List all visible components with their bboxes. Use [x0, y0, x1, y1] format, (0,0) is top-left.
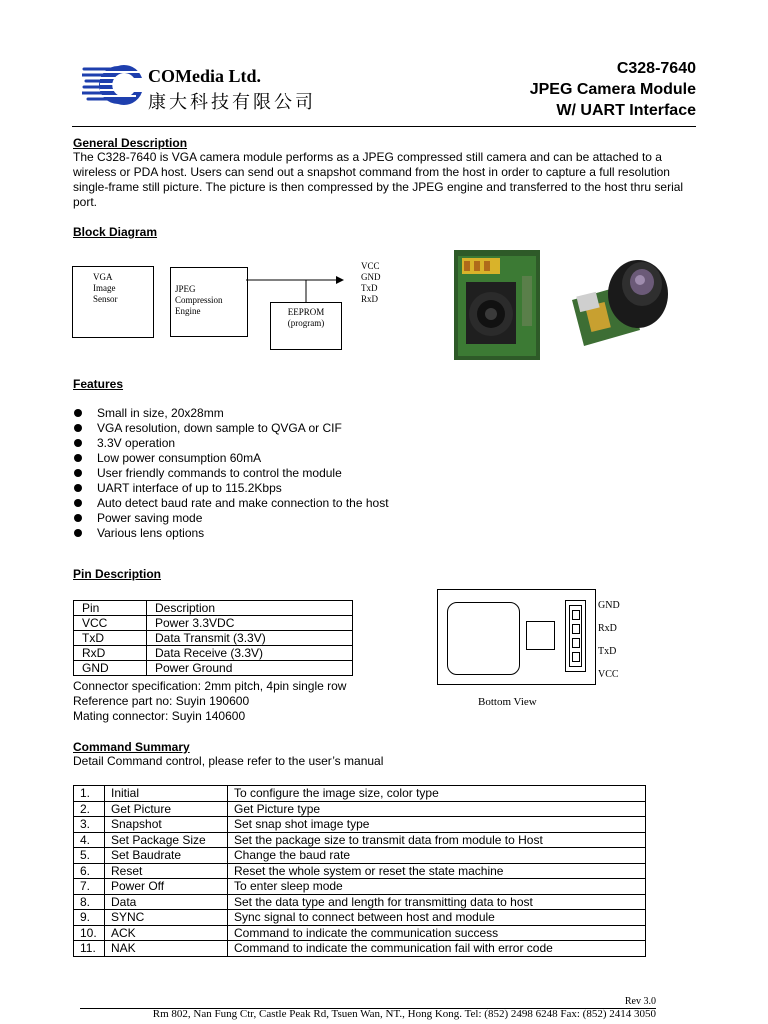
- pin-name: GND: [74, 661, 147, 676]
- company-name: COMedia Ltd.: [148, 66, 262, 86]
- command-table: [73, 785, 646, 957]
- company-chinese-name: 康大科技有限公司: [148, 92, 316, 112]
- command-description: To configure the image size, color type: [228, 786, 646, 802]
- command-row: [74, 817, 646, 833]
- command-description: Command to indicate the communication fail with error code: [228, 941, 646, 957]
- jpeg-engine-block: [170, 267, 248, 337]
- command-row: [74, 879, 646, 895]
- command-row: [74, 801, 646, 817]
- pin-name: TxD: [74, 631, 147, 646]
- command-description: Command to indicate the communication success: [228, 925, 646, 941]
- footer-address: Rm 802, Nan Fung Ctr, Castle Peak Rd, Tsuen Wan, NT., Hong Kong. Tel: (852) 2498 6248 Fax: (852) 2414 3050: [152, 1008, 656, 1020]
- command-number: 8.: [74, 894, 105, 910]
- feature-text: Auto detect baud rate and make connection to the host: [97, 496, 389, 510]
- bv-pin-vcc: VCC: [598, 669, 619, 680]
- pin-description: Power 3.3VDC: [147, 616, 353, 631]
- pin-column-header: Pin: [74, 601, 147, 616]
- pin-name: RxD: [74, 646, 147, 661]
- header-divider: [72, 126, 696, 127]
- sensor-line-2: Image: [93, 283, 116, 293]
- bullet-icon: [74, 409, 82, 417]
- command-description: Get Picture type: [228, 801, 646, 817]
- pin-row: [74, 616, 353, 631]
- bottom-view-caption: Bottom View: [478, 696, 537, 708]
- general-description-heading: General Description: [73, 136, 188, 150]
- command-number: 11.: [74, 941, 105, 957]
- command-row: [74, 910, 646, 926]
- feature-text: Low power consumption 60mA: [97, 451, 262, 465]
- signal-txd: TxD: [361, 283, 378, 293]
- command-number: 2.: [74, 801, 105, 817]
- command-number: 7.: [74, 879, 105, 895]
- jpeg-line-3: Engine: [175, 306, 201, 316]
- command-row: [74, 925, 646, 941]
- eeprom-line-1: EEPROM: [287, 307, 325, 317]
- command-row: [74, 786, 646, 802]
- pin-row: [74, 661, 353, 676]
- feature-text: Small in size, 20x28mm: [97, 406, 224, 420]
- command-number: 1.: [74, 786, 105, 802]
- pin-description: Data Receive (3.3V): [147, 646, 353, 661]
- features-heading: Features: [73, 377, 124, 391]
- sensor-line-1: VGA: [93, 272, 113, 282]
- feature-item: [73, 526, 389, 541]
- pin-description: Power Ground: [147, 661, 353, 676]
- command-description: Reset the whole system or reset the state machine: [228, 863, 646, 879]
- bullet-icon: [74, 439, 82, 447]
- command-description: To enter sleep mode: [228, 879, 646, 895]
- lens-outline: [447, 602, 520, 675]
- command-summary-heading: Command Summary: [73, 740, 190, 754]
- feature-item: [73, 436, 389, 451]
- mating-connector: Mating connector: Suyin 140600: [73, 709, 246, 723]
- command-name: Reset: [105, 863, 228, 879]
- company-logo: [82, 64, 148, 106]
- camera-module-side-photo: [566, 250, 676, 350]
- feature-text: Power saving mode: [97, 511, 203, 525]
- block-diagram-heading: Block Diagram: [73, 225, 158, 239]
- block-diagram-connectors: [240, 270, 350, 310]
- bullet-icon: [74, 484, 82, 492]
- pin-row: [74, 646, 353, 661]
- reference-part: Reference part no: Suyin 190600: [73, 694, 250, 708]
- command-name: Get Picture: [105, 801, 228, 817]
- pin-table: [73, 600, 353, 676]
- command-name: SYNC: [105, 910, 228, 926]
- command-description: Set the data type and length for transmitting data to host: [228, 894, 646, 910]
- command-row: [74, 863, 646, 879]
- pin-column-header: Description: [147, 601, 353, 616]
- command-summary-intro: Detail Command control, please refer to the user’s manual: [73, 754, 384, 768]
- feature-item: [73, 481, 389, 496]
- feature-text: VGA resolution, down sample to QVGA or CIF: [97, 421, 342, 435]
- command-name: NAK: [105, 941, 228, 957]
- command-name: Set Baudrate: [105, 848, 228, 864]
- jpeg-line-1: JPEG: [175, 284, 196, 294]
- command-description: Set snap shot image type: [228, 817, 646, 833]
- revision: Rev 3.0: [624, 996, 656, 1007]
- general-description-text: The C328-7640 is VGA camera module performs as a JPEG compressed still camera and can be attached to a wireless or PDA host. Users can send out a snapshot command from the host in order to capture a full resolution single-frame still picture. The picture is then compressed by the JPEG engine and transferred to the host thru serial port.: [73, 150, 684, 209]
- bottom-view-pin-labels: [598, 594, 620, 686]
- command-description: Set the package size to transmit data from module to Host: [228, 832, 646, 848]
- feature-item: [73, 451, 389, 466]
- bullet-icon: [74, 499, 82, 507]
- camera-module-front-photo: [448, 246, 544, 364]
- feature-text: Various lens options: [97, 526, 205, 540]
- command-number: 5.: [74, 848, 105, 864]
- feature-text: UART interface of up to 115.2Kbps: [97, 481, 282, 495]
- pin-description-heading: Pin Description: [73, 567, 162, 581]
- command-name: Snapshot: [105, 817, 228, 833]
- command-number: 6.: [74, 863, 105, 879]
- pin-table-header: [74, 601, 353, 616]
- command-description: Sync signal to connect between host and module: [228, 910, 646, 926]
- pin-name: VCC: [74, 616, 147, 631]
- command-number: 3.: [74, 817, 105, 833]
- command-row: [74, 894, 646, 910]
- jpeg-line-2: Compression: [175, 295, 223, 305]
- logo-icon: [82, 64, 148, 106]
- bullet-icon: [74, 469, 82, 477]
- command-name: Power Off: [105, 879, 228, 895]
- command-name: Set Package Size: [105, 832, 228, 848]
- signal-list: [361, 261, 381, 305]
- doc-title-line3: W/ UART Interface: [556, 102, 696, 119]
- feature-item: [73, 466, 389, 481]
- signal-gnd: GND: [361, 272, 381, 282]
- features-list: [73, 406, 389, 541]
- model-number: C328-7640: [616, 60, 696, 77]
- pin-row: [74, 631, 353, 646]
- pin-description: Data Transmit (3.3V): [147, 631, 353, 646]
- bottom-view-outline: [437, 589, 596, 685]
- feature-item: [73, 511, 389, 526]
- feature-text: 3.3V operation: [97, 436, 176, 450]
- chip-outline: [526, 621, 555, 650]
- bullet-icon: [74, 529, 82, 537]
- feature-text: User friendly commands to control the module: [97, 466, 342, 480]
- signal-rxd: RxD: [361, 294, 379, 304]
- feature-item: [73, 496, 389, 511]
- feature-item: [73, 406, 389, 421]
- doc-title-line2: JPEG Camera Module: [529, 81, 696, 98]
- command-row: [74, 832, 646, 848]
- command-row: [74, 941, 646, 957]
- command-number: 9.: [74, 910, 105, 926]
- bv-pin-txd: TxD: [598, 646, 617, 657]
- bullet-icon: [74, 424, 82, 432]
- command-name: Initial: [105, 786, 228, 802]
- eeprom-line-2: (program): [287, 318, 325, 328]
- feature-item: [73, 421, 389, 436]
- connector-spec: Connector specification: 2mm pitch, 4pin single row: [73, 679, 347, 693]
- bullet-icon: [74, 454, 82, 462]
- sensor-block: [72, 266, 154, 338]
- command-number: 10.: [74, 925, 105, 941]
- sensor-line-3: Sensor: [93, 294, 118, 304]
- command-name: Data: [105, 894, 228, 910]
- bv-pin-gnd: GND: [598, 600, 620, 611]
- command-number: 4.: [74, 832, 105, 848]
- command-name: ACK: [105, 925, 228, 941]
- bullet-icon: [74, 514, 82, 522]
- connector-outline: [565, 600, 586, 672]
- command-description: Change the baud rate: [228, 848, 646, 864]
- signal-vcc: VCC: [361, 261, 380, 271]
- command-row: [74, 848, 646, 864]
- bv-pin-rxd: RxD: [598, 623, 617, 634]
